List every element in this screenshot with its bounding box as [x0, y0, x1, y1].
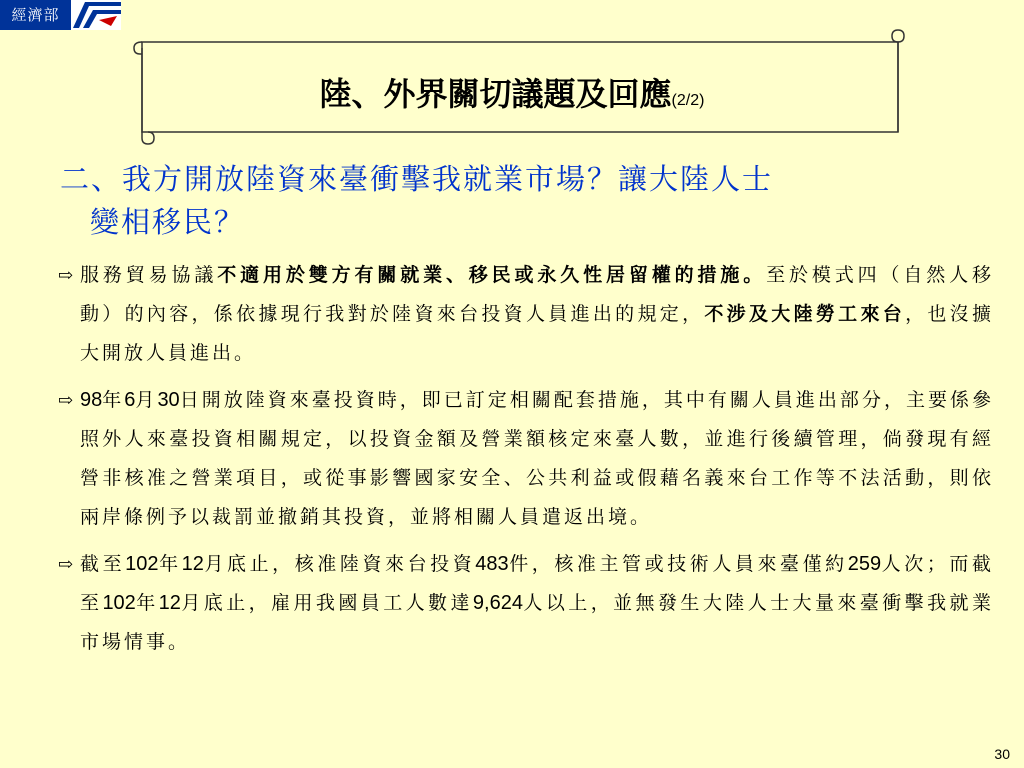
bullet-text: 12	[181, 553, 204, 575]
bullet-text: 不涉及大陸勞工來台	[704, 303, 906, 325]
page-number: 30	[994, 746, 1010, 762]
moea-logo	[0, 0, 120, 30]
title-main: 陸、外界關切議題及回應	[319, 75, 672, 113]
hollow-arrow-icon: ⇨	[58, 390, 74, 411]
bullet-item	[58, 381, 994, 537]
bullet-text: 98	[80, 389, 103, 411]
heading-line-2: 變相移民？	[90, 205, 246, 239]
section-heading	[60, 158, 1000, 244]
bullet-text: 259	[847, 553, 882, 575]
bullet-text: 102	[102, 592, 136, 614]
bullet-text: 9,624	[472, 592, 523, 614]
bullet-text: 不適用於雙方有關就業、移民或永久性居留權的措施。	[217, 264, 767, 286]
logo-text: 經濟部	[0, 0, 71, 30]
bullet-text: 483	[475, 553, 509, 575]
bullet-item	[58, 256, 994, 373]
bullet-item	[58, 545, 994, 662]
hollow-arrow-icon: ⇨	[58, 554, 74, 575]
bullet-text: 件，核准主管或技術人員來臺僅約	[508, 553, 848, 575]
slide-title	[0, 70, 1024, 125]
bullet-text: ，也沒擴大開放人員進出。	[80, 303, 994, 364]
bullet-text: 月底止，雇用我國員工人數達	[180, 592, 473, 614]
bullet-text: 6	[124, 389, 136, 411]
title-sub: (2/2)	[671, 92, 705, 109]
bullet-text: 月底止，核准陸資來台投資	[203, 553, 476, 575]
bullet-text: 102	[125, 553, 159, 575]
bullet-text: 30	[157, 389, 180, 411]
bullet-text: 人以上，並無發生大陸人士大量來臺衝擊我就業市場情事。	[80, 592, 994, 653]
bullet-text: 截至	[80, 553, 126, 575]
moea-logo-icon	[71, 0, 121, 30]
bullet-text: 年	[135, 592, 159, 614]
bullet-text: 年	[158, 553, 182, 575]
bullet-list	[58, 256, 994, 670]
bullet-text: 服務貿易協議	[80, 264, 218, 286]
hollow-arrow-icon: ⇨	[58, 265, 74, 286]
bullet-text: 年	[102, 389, 125, 411]
bullet-text: 日開放陸資來臺投資時，即已訂定相關配套措施，其中有關人員進出部分，主要係參照外人來臺投資相關規定，以投資金額及營業額核定來臺人數，並進行後續管理，倘發現有經營非核准之營業項目，或從事影響國家安全、公共利益或假藉名義來台工作等不法活動，則依兩岸條例予以裁罰並撤銷其投資，並將相關人員遣返出境。	[80, 389, 994, 528]
heading-line-1: 二、我方開放陸資來臺衝擊我就業市場？讓大陸人士	[60, 162, 774, 196]
bullet-text: 月	[135, 389, 158, 411]
bullet-text: 人次；而截至	[80, 553, 994, 614]
bullet-text: 12	[158, 592, 181, 614]
bullet-text: 至於模式四（自然人移動）的內容，係依據現行我對於陸資來台投資人員進出的規定，	[80, 264, 994, 325]
